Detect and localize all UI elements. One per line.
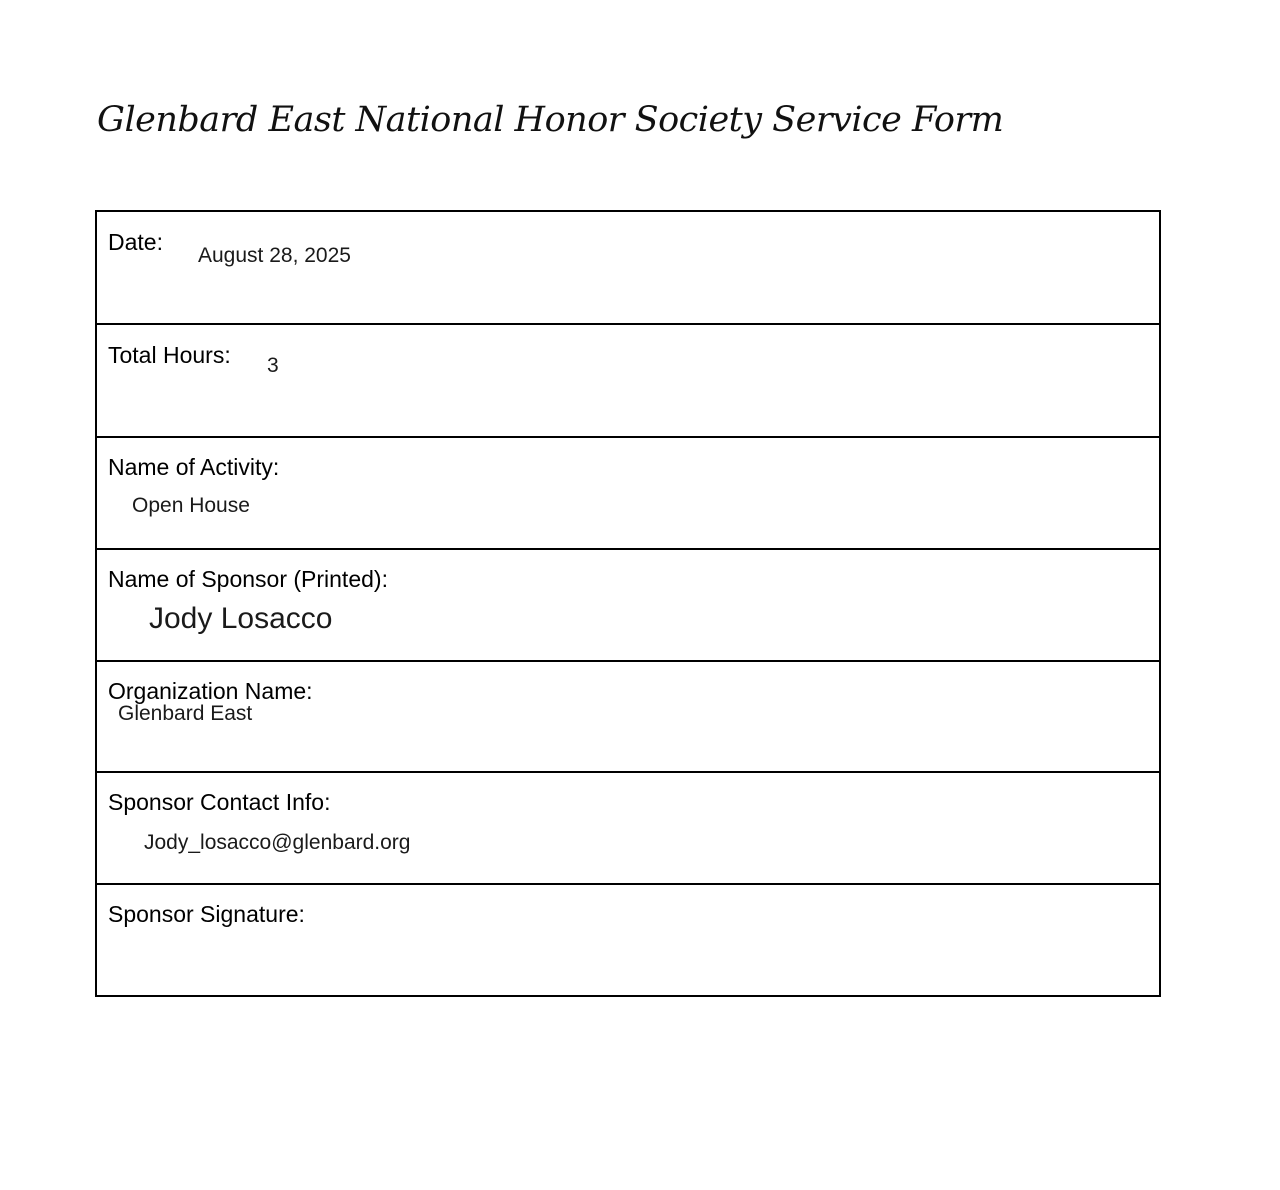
sponsor-name-label: Name of Sponsor (Printed): — [108, 566, 388, 592]
contact-info-row — [97, 773, 1159, 885]
sponsor-name-value[interactable]: Jody Losacco — [149, 602, 333, 635]
contact-info-value[interactable]: Jody_losacco@glenbard.org — [144, 831, 411, 854]
organization-row — [97, 662, 1159, 773]
contact-info-label: Sponsor Contact Info: — [108, 789, 331, 815]
activity-value[interactable]: Open House — [132, 494, 250, 517]
total-hours-value[interactable]: 3 — [267, 354, 279, 377]
service-form-table — [95, 210, 1161, 997]
signature-label: Sponsor Signature: — [108, 901, 305, 927]
activity-row — [97, 438, 1159, 550]
activity-label: Name of Activity: — [108, 454, 280, 480]
total-hours-label: Total Hours: — [108, 342, 231, 368]
form-title: Glenbard East National Honor Society Service Form — [97, 100, 1004, 140]
total-hours-row — [97, 325, 1159, 438]
sponsor-name-row — [97, 550, 1159, 662]
date-row — [97, 212, 1159, 325]
organization-label: Organization Name: — [108, 678, 313, 704]
signature-row — [97, 885, 1159, 995]
organization-value[interactable]: Glenbard East — [118, 702, 253, 725]
date-label: Date: — [108, 229, 163, 255]
date-value[interactable]: August 28, 2025 — [198, 244, 351, 267]
